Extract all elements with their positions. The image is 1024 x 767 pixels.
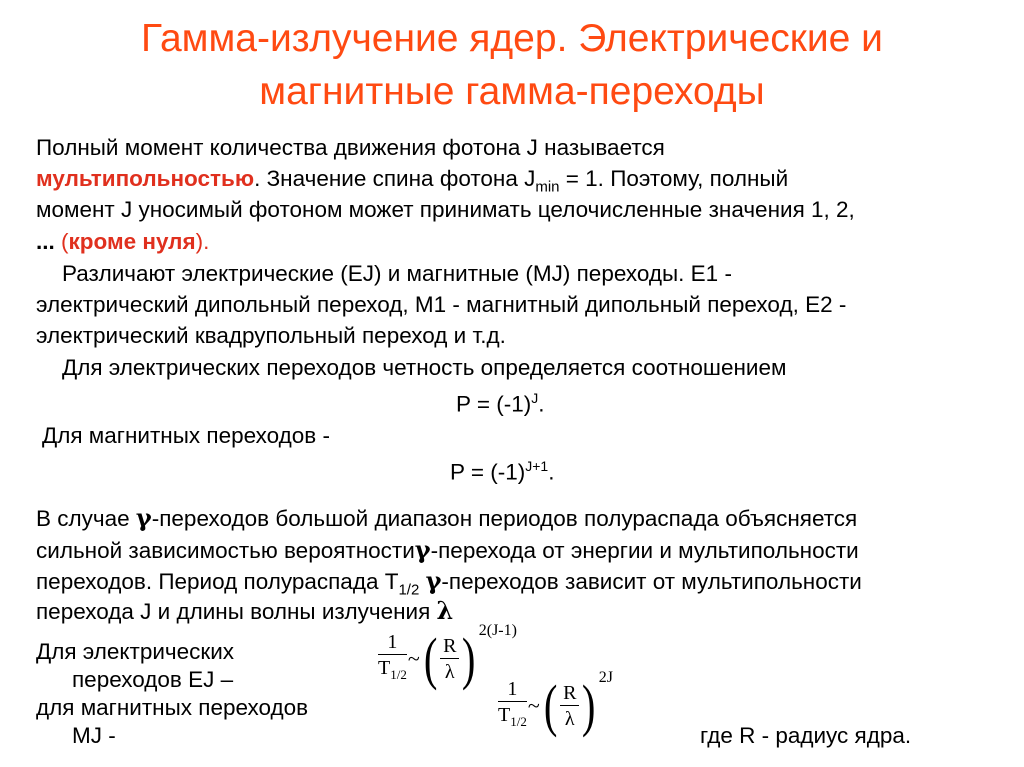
- p1-line-1: Полный момент количества движения фотона J называется: [36, 135, 665, 160]
- p1-line-3: момент J уносимый фотоном может принимать целочисленные значения 1, 2,: [36, 197, 855, 222]
- halflife-formula-magnetic: $\frac{1}{T_{1/2}}$ ~( $\frac{R}{\lambda}$ ) 2J: [498, 669, 613, 738]
- parity-formula-electric: $P = (-1)^J$.: [456, 390, 545, 417]
- p2-line-1: Различают электрические (EJ) и магнитные (MJ) переходы. E1 -: [62, 261, 732, 286]
- multipolarity-term: мультипольностью: [36, 166, 255, 191]
- electric-label-1: Для электрических: [36, 639, 235, 664]
- slide-title: [0, 12, 1024, 118]
- lambda-symbol: λ: [436, 596, 454, 625]
- gamma-symbol: γ: [425, 566, 442, 595]
- p2-line-3: электрический квадрупольный переход и т.д.: [36, 323, 506, 348]
- gamma-symbol: γ: [414, 535, 431, 564]
- p1-line-2: мультипольностью. Значение спина фотона $J_{min} = 1$. Поэтому, полный: [36, 166, 789, 196]
- p4-line-2: сильной зависимостью вероятностиγ-перехода от энергии и мультипольности: [36, 535, 859, 564]
- p3-line-2: Для магнитных переходов -: [42, 423, 330, 448]
- gamma-symbol: γ: [135, 503, 152, 532]
- halflife-formula-electric: $\frac{1}{T_{1/2}}$ ~( $\frac{R}{\lambda}$ ) 2(J-1): [378, 622, 517, 691]
- p4-line-4: перехода J и длины волны излучения λ: [36, 596, 454, 625]
- parity-formula-magnetic: $P = (-1)^{J+1}$.: [450, 458, 555, 485]
- electric-label-2: переходов EJ –: [72, 667, 234, 692]
- magnetic-label-2: MJ -: [72, 723, 116, 748]
- p4-line-3: переходов. Период полураспада $T_{1/2}$ γ-переходов зависит от мультипольности: [36, 566, 862, 599]
- p2-line-2: электрический дипольный переход, M1 - магнитный дипольный переход, E2 -: [36, 292, 847, 317]
- title-line-1: Гамма-излучение ядер. Электрические и: [141, 17, 883, 60]
- p3-line-1: Для электрических переходов четность определяется соотношением: [62, 355, 787, 380]
- except-zero-note: кроме нуля: [68, 229, 196, 254]
- title-line-2: магнитные гамма-переходы: [259, 70, 765, 113]
- p4-line-1: В случае γ-переходов большой диапазон периодов полураспада объясняется: [36, 503, 858, 532]
- magnetic-label-1: для магнитных переходов: [36, 695, 309, 720]
- p1-line-4: ... (кроме нуля).: [36, 229, 210, 254]
- radius-note: где R - радиус ядра.: [700, 723, 912, 748]
